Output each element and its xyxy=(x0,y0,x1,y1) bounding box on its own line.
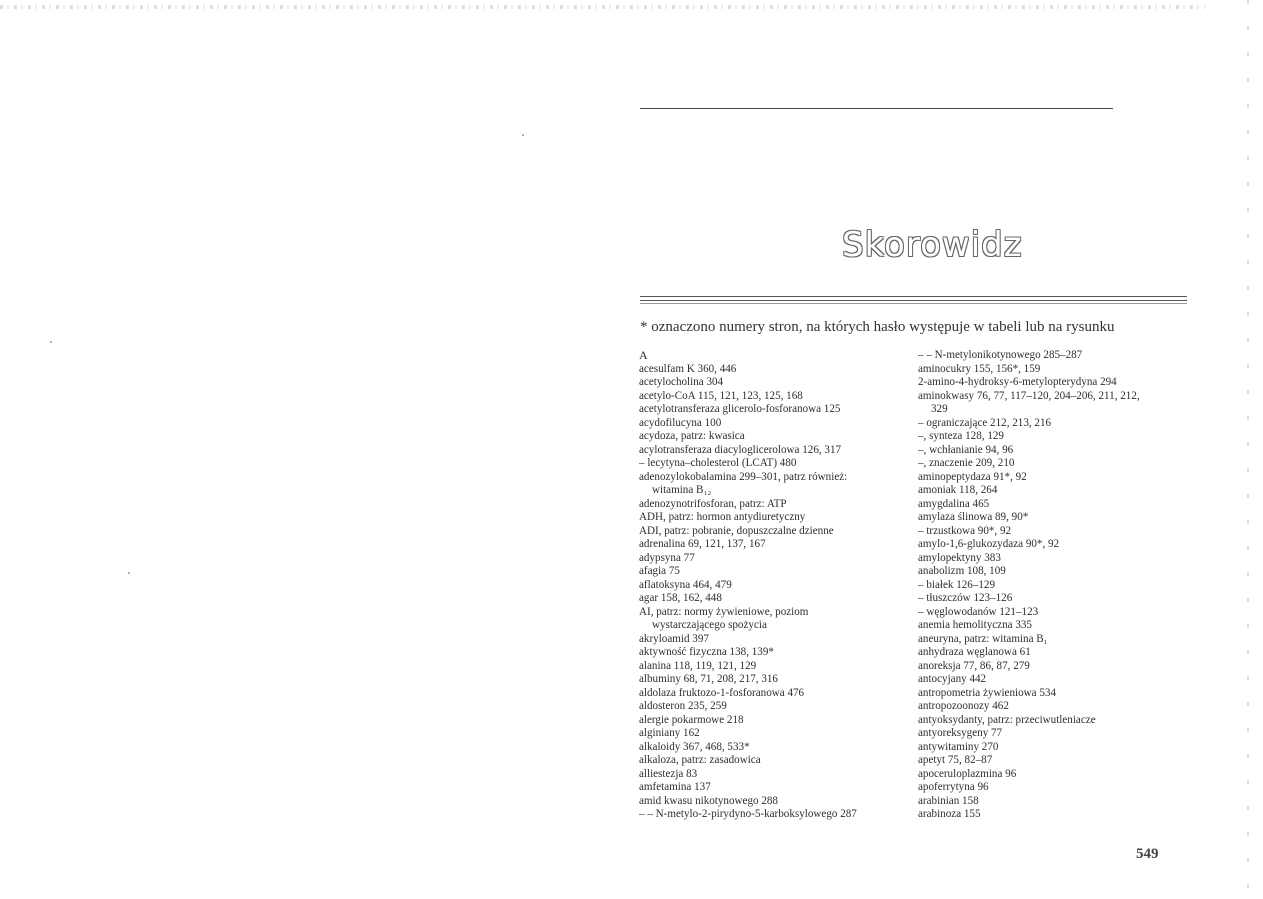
scan-edge-right xyxy=(1247,0,1249,899)
scan-speck xyxy=(128,572,130,574)
index-entry: acydofilucyna 100 xyxy=(639,416,722,429)
index-entry: – tłuszczów 123–126 xyxy=(918,592,1013,604)
index-entry: agar 158, 162, 448 xyxy=(639,592,722,604)
index-column-right xyxy=(918,349,1190,822)
index-entry: – węglowodanów 121–123 xyxy=(918,605,1039,618)
index-entry: witamina B₁₂ xyxy=(652,484,712,496)
page-number: 549 xyxy=(1136,846,1159,862)
index-entry: adrenalina 69, 121, 137, 167 xyxy=(639,538,766,550)
index-entry: apetyt 75, 82–87 xyxy=(918,754,993,766)
index-entry: amylopektyny 383 xyxy=(918,551,1001,564)
index-entry: AI, patrz: normy żywieniowe, poziom xyxy=(639,605,809,618)
index-entry: apoferrytyna 96 xyxy=(918,781,989,793)
index-entry: acylotransferaza diacyloglicerolowa 126, 317 xyxy=(639,443,842,456)
index-entry: –, wchłanianie 94, 96 xyxy=(918,443,1014,456)
index-entry: 329 xyxy=(931,403,948,415)
index-entry: antropometria żywieniowa 534 xyxy=(918,686,1057,699)
index-entry: apoceruloplazmina 96 xyxy=(918,767,1017,780)
index-entry: – białek 126–129 xyxy=(918,578,996,591)
scan-edge-top xyxy=(0,5,1205,9)
index-entry: antywitaminy 270 xyxy=(918,740,999,753)
index-entry: anoreksja 77, 86, 87, 279 xyxy=(918,659,1030,672)
index-letter-heading: A xyxy=(639,348,648,362)
index-entry: alkaloidy 367, 468, 533* xyxy=(639,740,750,753)
index-entry: amoniak 118, 264 xyxy=(918,484,998,496)
index-entry: acetylotransferaza glicerolo-fosforanowa 125 xyxy=(639,403,841,415)
index-entry: ADI, patrz: pobranie, dopuszczalne dzienne xyxy=(639,524,834,537)
index-entry: arabinian 158 xyxy=(918,794,979,807)
index-entry: acetylocholina 304 xyxy=(639,376,724,388)
title-rule-thin xyxy=(640,303,1187,304)
index-entry: arabinoza 155 xyxy=(918,808,981,820)
index-entry: antyoreksygeny 77 xyxy=(918,727,1003,739)
index-entry: alergie pokarmowe 218 xyxy=(639,713,744,726)
index-entry: antocyjany 442 xyxy=(918,673,987,685)
index-entry: adenozynotrifosforan, patrz: ATP xyxy=(639,497,787,510)
index-entry: acesulfam K 360, 446 xyxy=(639,362,737,375)
index-entry: aldolaza fruktozo-1-fosforanowa 476 xyxy=(639,686,805,699)
index-entry: – trzustkowa 90*, 92 xyxy=(918,524,1012,537)
index-entry: akryloamid 397 xyxy=(639,632,709,645)
index-entry: antyoksydanty, patrz: przeciwutleniacze xyxy=(918,713,1096,726)
index-entry: aktywność fizyczna 138, 139* xyxy=(639,646,774,658)
index-entry: – – N-metylo-2-pirydyno-5-karboksylowego 287 xyxy=(639,808,857,820)
index-entry: adenozylokobalamina 299–301, patrz również: xyxy=(639,470,848,483)
index-entry: – ograniczające 212, 213, 216 xyxy=(918,416,1052,429)
index-entry: amid kwasu nikotynowego 288 xyxy=(639,794,778,807)
index-entry: – lecytyna–cholesterol (LCAT) 480 xyxy=(639,457,797,469)
page-title: Skorowidz xyxy=(842,225,1023,265)
index-entry: anemia hemolityczna 335 xyxy=(918,619,1032,631)
index-entry: alliestezja 83 xyxy=(639,767,698,780)
scan-speck xyxy=(522,134,524,136)
scan-speck xyxy=(50,341,52,343)
index-entry: anhydraza węglanowa 61 xyxy=(918,646,1031,658)
index-note: * oznaczono numery stron, na których hasło występuje w tabeli lub na rysunku xyxy=(640,319,1115,335)
index-entry: aflatoksyna 464, 479 xyxy=(639,578,732,591)
index-entry: – – N-metylonikotynowego 285–287 xyxy=(918,349,1083,361)
index-entry: amfetamina 137 xyxy=(639,781,711,793)
index-entry: –, synteza 128, 129 xyxy=(918,430,1004,442)
index-column-left xyxy=(639,349,909,822)
index-entry: acetylo-CoA 115, 121, 123, 125, 168 xyxy=(639,389,803,402)
index-entry: 2-amino-4-hydroksy-6-metylopterydyna 294 xyxy=(918,376,1117,388)
index-entry: adypsyna 77 xyxy=(639,551,695,564)
index-entry: alanina 118, 119, 121, 129 xyxy=(639,659,757,672)
index-entry: amygdalina 465 xyxy=(918,497,990,510)
index-entry: ADH, patrz: hormon antydiuretyczny xyxy=(639,511,806,523)
index-entry: aminokwasy 76, 77, 117–120, 204–206, 211, 212, xyxy=(918,389,1140,402)
index-entry: albuminy 68, 71, 208, 217, 316 xyxy=(639,673,778,685)
title-rule xyxy=(640,296,1187,301)
index-entry: alginiany 162 xyxy=(639,727,700,739)
index-entry: wystarczającego spożycia xyxy=(652,619,767,631)
index-entry: amylo-1,6-glukozydaza 90*, 92 xyxy=(918,538,1060,550)
index-entry: afagia 75 xyxy=(639,565,680,577)
index-entry: alkaloza, patrz: zasadowica xyxy=(639,754,761,766)
index-entry: aminopeptydaza 91*, 92 xyxy=(918,470,1027,483)
index-entry: aneuryna, patrz: witamina B₁ xyxy=(918,632,1048,645)
index-entry: aldosteron 235, 259 xyxy=(639,700,727,712)
index-entry: anabolizm 108, 109 xyxy=(918,565,1006,577)
index-entry: amylaza ślinowa 89, 90* xyxy=(918,511,1029,523)
index-entry: acydoza, patrz: kwasica xyxy=(639,430,745,442)
header-rule xyxy=(640,108,1113,109)
index-entry: antropozoonozy 462 xyxy=(918,700,1009,712)
index-entry: aminocukry 155, 156*, 159 xyxy=(918,362,1041,375)
index-entry: –, znaczenie 209, 210 xyxy=(918,457,1015,469)
